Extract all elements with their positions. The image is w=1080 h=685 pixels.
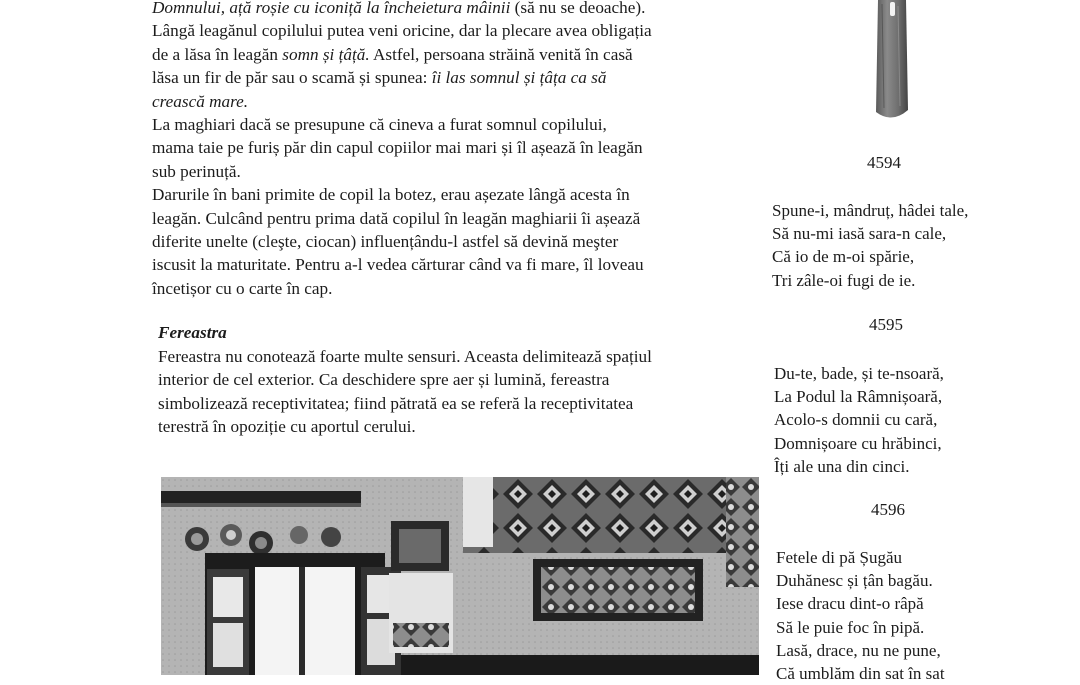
verse-number: 4594 <box>867 153 901 172</box>
text-line: Darurile în bani primite de copil la botez, erau așezate lângă acesta în <box>152 185 630 205</box>
verse-line: Domnișoare cu hrăbinci, <box>774 433 942 453</box>
text-line: iscusit la maturitate. Pentru a-l vedea cărturar când va fi mare, îl loveau <box>152 255 644 275</box>
text-line: Lângă leagănul copilului putea veni oricine, dar la plecare avea obligația <box>152 21 652 41</box>
verse-block <box>774 362 944 478</box>
verse-line: Du-te, bade, și te-nsoară, <box>774 364 944 383</box>
verse-line: Tri zâle-oi fugi de ie. <box>772 270 916 290</box>
text-line: leagăn. Culcând pentru prima dată copilul în leagăn maghiarii îi așează <box>152 208 641 228</box>
verse-line: Spune-i, mândruț, hâdei tale, <box>772 201 969 220</box>
wooden-tool-image <box>868 0 914 122</box>
verse-line: Îți ale una din cinci. <box>774 456 910 476</box>
text-line: sub perinuță. <box>152 161 241 181</box>
verse-line: Duhănesc și țân bagău. <box>776 571 933 591</box>
verse-block <box>776 546 945 685</box>
verse-line: Lasă, drace, nu ne pune, <box>776 640 941 660</box>
interior-window-photo <box>161 477 759 675</box>
text-line: Fereastra nu conotează foarte multe sensuri. Aceasta delimitează spațiul <box>158 346 652 366</box>
section-heading: Fereastra <box>158 323 227 343</box>
verse-line: Că umblăm din sat în sat <box>776 664 945 684</box>
verse-line: Acolo-s domnii cu cară, <box>774 410 938 430</box>
main-text-column <box>152 0 762 438</box>
text-line: de a lăsa în leagăn somn și țâță. Astfel, persoana străină venită în casă <box>152 44 633 64</box>
text-line: La maghiari dacă se presupune că cineva a furat somnul copilului, <box>152 115 607 135</box>
text-line: crească mare. <box>152 91 249 111</box>
verse-line: Fetele di pă Șugău <box>776 548 903 567</box>
verse-line: La Podul la Râmnișoară, <box>774 387 943 407</box>
verse-line: Că io de m-oi spărie, <box>772 247 915 267</box>
photo-illustration <box>161 477 759 675</box>
verse-number: 4596 <box>871 500 905 519</box>
text-line: diferite unelte (cleşte, ciocan) influențându-l astfel să devină meşter <box>152 232 619 252</box>
verse-line: Să le puie foc în pipă. <box>776 617 925 637</box>
verse-line: Iese dracu dint-o râpă <box>776 594 924 614</box>
verse-line: Să nu-mi iasă sara-n cale, <box>772 224 947 244</box>
text-line: interior de cel exterior. Ca deschidere spre aer și lumină, fereastra <box>158 370 610 390</box>
text-line: mama taie pe furiș păr din capul copiilor mai mari și îl așează în leagăn <box>152 138 643 158</box>
text-line: încetișor cu o carte în cap. <box>152 278 333 298</box>
text-line: terestră în opoziție cu aportul cerului. <box>158 416 416 436</box>
text-line: lăsa un fir de păr sau o scamă și spunea: îi las somnul și țâța ca să <box>152 68 607 88</box>
verse-number: 4595 <box>869 315 903 334</box>
text-line: simbolizează receptivitatea; fiind pătrată ea se referă la receptivitatea <box>158 393 634 413</box>
text-line: Domnului, ață roșie cu iconiță la încheietura mâinii (să nu se deoache). <box>152 0 646 17</box>
verse-block <box>772 199 968 292</box>
